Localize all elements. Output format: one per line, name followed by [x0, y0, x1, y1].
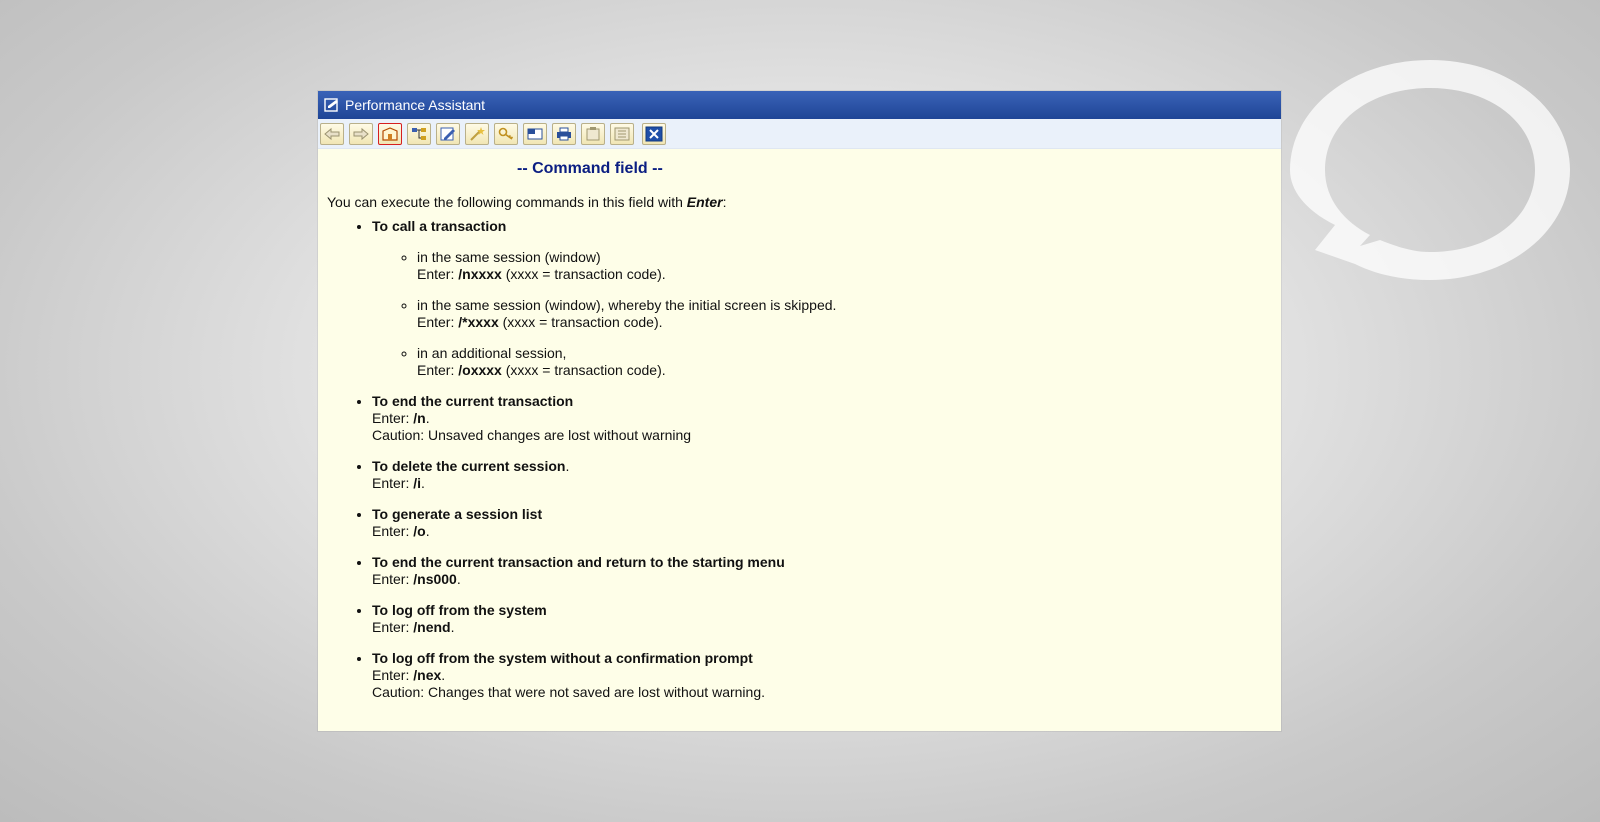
list-item: • To delete the current session. Enter: /i. [372, 458, 1281, 492]
item-title: • To call a transaction [372, 218, 507, 234]
item-title: To log off from the system [372, 602, 547, 618]
toolbar [318, 119, 1281, 149]
window-menu-icon[interactable] [324, 97, 340, 113]
page-title: -- Command field -- [517, 160, 663, 177]
item-title: To delete the current session [372, 458, 566, 474]
clipboard-button[interactable] [581, 123, 605, 145]
hierarchy-button[interactable] [407, 123, 431, 145]
key-button[interactable] [494, 123, 518, 145]
display-icon [526, 126, 544, 142]
forward-button[interactable] [349, 123, 373, 145]
forward-arrow-icon [352, 126, 370, 142]
caution-text: Caution: Changes that were not saved are lost without warning. [372, 684, 766, 700]
item-title: To log off from the system without a confirmation prompt [372, 650, 753, 666]
performance-assistant-window [318, 91, 1281, 731]
magic-wand-icon [468, 126, 486, 142]
close-icon [645, 126, 663, 142]
item-title: To end the current transaction [372, 393, 574, 409]
key-icon [497, 126, 515, 142]
sub-list-item: ◦ in the same session (window), whereby the initial screen is skipped. Enter: /*xxxx (xxxx = transaction code). [417, 297, 1281, 331]
speech-bubble-icon [1280, 50, 1580, 300]
close-button[interactable] [642, 123, 666, 145]
list-item: • To log off from the system Enter: /nend. [372, 602, 1281, 636]
sub-list [372, 249, 1281, 379]
caution-text: Caution: Unsaved changes are lost without warning [372, 427, 692, 443]
hierarchy-icon [410, 126, 428, 142]
print-icon [555, 126, 573, 142]
technical-info-button[interactable] [378, 123, 402, 145]
display-button[interactable] [523, 123, 547, 145]
back-arrow-icon [323, 126, 341, 142]
text-list-icon [613, 126, 631, 142]
sub-list-item: ◦ in an additional session, Enter: /oxxxx (xxxx = transaction code). [417, 345, 1281, 379]
print-button[interactable] [552, 123, 576, 145]
sub-list-item: ◦ in the same session (window) Enter: /nxxxx (xxxx = transaction code). [417, 249, 1281, 283]
command-list [327, 218, 1281, 701]
title-bar [318, 91, 1281, 119]
edit-icon [439, 126, 457, 142]
list-item: • To end the current transaction and return to the starting menu Enter: /ns000. [372, 554, 1281, 588]
help-content [318, 149, 1281, 701]
list-item: • To generate a session list Enter: /o. [372, 506, 1281, 540]
list-item: • To end the current transaction Enter: /n. Caution: Unsaved changes are lost without warning [372, 393, 1281, 444]
text-list-button[interactable] [610, 123, 634, 145]
item-title: To end the current transaction and return to the starting menu [372, 554, 785, 570]
list-item [372, 218, 1281, 379]
technical-info-icon [381, 126, 399, 142]
intro-text: You can execute the following commands in this field with Enter: [327, 194, 727, 210]
back-button[interactable] [320, 123, 344, 145]
window-title: Performance Assistant [345, 97, 486, 113]
item-title: To generate a session list [372, 506, 543, 522]
list-item: • To log off from the system without a confirmation prompt Enter: /nex. Caution: Changes that were not saved are lost without warning. [372, 650, 1281, 701]
clipboard-icon [584, 126, 602, 142]
edit-button[interactable] [436, 123, 460, 145]
magic-wand-button[interactable] [465, 123, 489, 145]
